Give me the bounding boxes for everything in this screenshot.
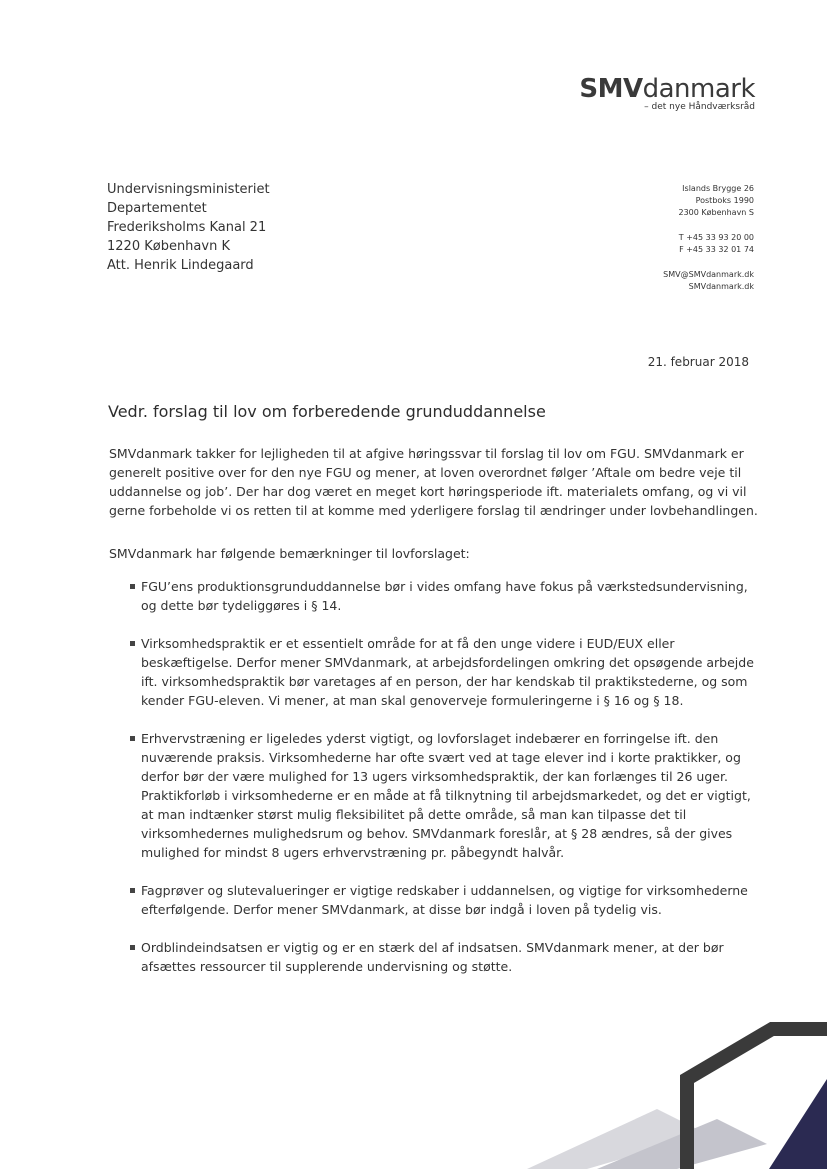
- decor-accent-triangle: [769, 1079, 827, 1169]
- list-item: [109, 634, 759, 710]
- bullet-square-icon: [130, 888, 135, 893]
- list-item-text: Ordblindeindsatsen er vigtig og er en stærk del af indsatsen. SMVdanmark mener, at der bør afsættes ressourcer til supplerende undervisning og støtte.: [141, 940, 724, 974]
- sender-website: SMVdanmark.dk: [688, 282, 754, 291]
- recipient-line: Frederiksholms Kanal 21: [107, 220, 267, 235]
- list-item-text: Virksomhedspraktik er et essentielt område for at få den unge videre i EUD/EUX eller beskæftigelse. Derfor mener SMVdanmark, at arbejdsfordelingen omkring det opsøgende arbejde ift. virksomhedspraktik bør varetages af en person, der har kendskab til praktikstederne, og som kender FGU-eleven. Vi mener, at man skal genoverveje formuleringerne i § 16 og § 18.: [141, 636, 754, 708]
- sender-fax: F +45 33 32 01 74: [679, 245, 754, 254]
- logo-strong: SMV: [579, 74, 643, 104]
- list-item: [109, 577, 759, 615]
- spacer: [663, 256, 754, 269]
- recipient-line: 1220 København K: [107, 239, 230, 254]
- logo-light: danmark: [642, 74, 755, 104]
- list-item-text: Fagprøver og slutevalueringer er vigtige redskaber i uddannelsen, og vigtige for virksomhederne efterfølgende. Derfor mener SMVdanmark, at disse bør indgå i loven på tydelig vis.: [141, 883, 748, 917]
- bullet-square-icon: [130, 584, 135, 589]
- remarks-list: [109, 577, 759, 995]
- sender-email: SMV@SMVdanmark.dk: [663, 270, 754, 279]
- bullet-square-icon: [130, 945, 135, 950]
- letter-date: 21. februar 2018: [647, 355, 749, 369]
- bullet-square-icon: [130, 641, 135, 646]
- recipient-line: Departementet: [107, 201, 207, 216]
- sender-contact: [663, 183, 754, 293]
- sender-address-line: Postboks 1990: [695, 196, 754, 205]
- company-logo: [579, 74, 755, 112]
- sender-address-line: Islands Brygge 26: [682, 184, 754, 193]
- decorative-corner-graphic: [507, 1009, 827, 1169]
- list-item-text: FGU’ens produktionsgrunduddannelse bør i vides omfang have fokus på værkstedsundervisning, og dette bør tydeliggøres i § 14.: [141, 579, 748, 613]
- logo-tagline: – det nye Håndværksråd: [644, 102, 755, 112]
- list-item-text: Erhvervstræning er ligeledes yderst vigtigt, og lovforslaget indebærer en forringelse ift. den nuværende praksis. Virksomhederne har ofte svært ved at tage elever ind i korte praktikker, og derfor bør der være mulighed for 13 ugers virksomhedspraktik, der kan forlænges til 26 uger. Praktikforløb i virksomhederne er en måde at få tilknytning til arbejdsmarkedet, og det er vigtigt, at man indtænker størst mulig fleksibilitet på dette område, så man kan tilpasse det til virksomhedernes mulighedsrum og behov. SMVdanmark foreslår, at § 28 ændres, så der gives mulighed for mindst 8 ugers erhvervstræning pr. påbegyndt halvår.: [141, 731, 751, 860]
- bullet-square-icon: [130, 736, 135, 741]
- spacer: [663, 219, 754, 232]
- list-item: [109, 938, 759, 976]
- intro-paragraph: SMVdanmark takker for lejligheden til at afgive høringssvar til forslag til lov om FGU. SMVdanmark er generelt positive over for den nye FGU og mener, at loven overordnet følger ’Aftale om bedre veje til uddannelse og job’. Der har dog været en meget kort høringsperiode ift. materialets omfang, og vi vil gerne forbeholde vi os retten til at komme med yderligere forslag til ændringer under lovbehandlingen.: [109, 446, 758, 518]
- lead-paragraph: SMVdanmark har følgende bemærkninger til lovforslaget:: [109, 546, 470, 561]
- list-item: [109, 729, 759, 862]
- sender-phone: T +45 33 93 20 00: [678, 233, 754, 242]
- recipient-line: Undervisningsministeriet: [107, 182, 270, 197]
- sender-address-line: 2300 København S: [678, 208, 754, 217]
- letter-subject: Vedr. forslag til lov om forberedende grunduddannelse: [108, 402, 546, 421]
- list-item: [109, 881, 759, 919]
- recipient-line: Att. Henrik Lindegaard: [107, 258, 254, 273]
- recipient-address: [107, 180, 270, 275]
- logo-wordmark: [579, 74, 755, 104]
